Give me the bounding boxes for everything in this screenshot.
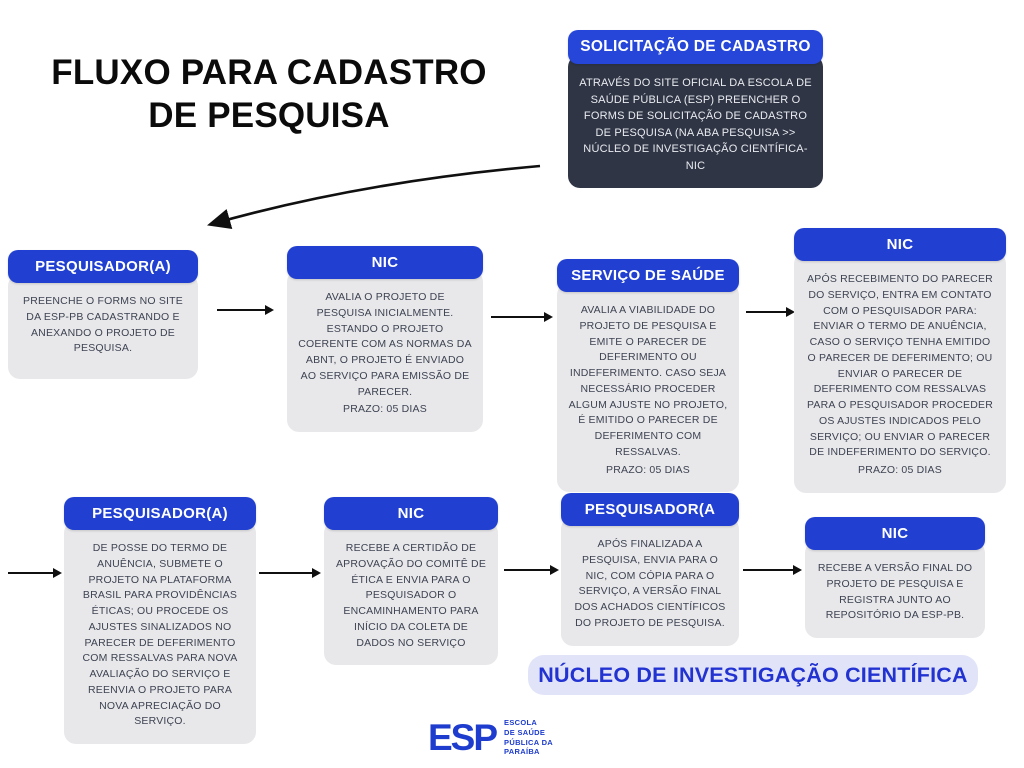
arrow-r2-3: [743, 569, 795, 571]
card-body: [794, 252, 1006, 493]
card-header: SERVIÇO DE SAÚDE: [557, 259, 739, 292]
card-header: SOLICITAÇÃO DE CADASTRO: [568, 30, 823, 64]
card-body: RECEBE A CERTIDÃO DE APROVAÇÃO DO COMITÊ DE ÉTICA E ENVIA PARA O PESQUISADOR O ENCAMINHAMENTO PARA INÍCIO DA COLETA DE DADOS NO SERVIÇO: [324, 521, 498, 665]
card-pesquisador-1: [8, 250, 198, 379]
card-header: NIC: [794, 228, 1006, 261]
card-header: NIC: [324, 497, 498, 530]
card-header: PESQUISADOR(A: [561, 493, 739, 526]
card-prazo: PRAZO: 05 DIAS: [858, 464, 942, 476]
esp-logo: [428, 718, 553, 757]
card-body: [287, 270, 483, 432]
card-text: AVALIA O PROJETO DE PESQUISA INICIALMENTE. ESTANDO O PROJETO COERENTE COM AS NORMAS DA ABNT, O PROJETO É ENVIADO AO SERVIÇO PARA EMISSÃO DE PARECER.: [298, 291, 472, 398]
card-prazo: PRAZO: 05 DIAS: [606, 463, 690, 476]
card-pesquisador-3: [561, 493, 739, 646]
card-solicitacao-cadastro: [568, 30, 823, 188]
card-text: AVALIA A VIABILIDADE DO PROJETO DE PESQUISA E EMITE O PARECER DE DEFERIMENTO OU INDEFERIMENTO. CASO SEJA NECESSÁRIO PROCEDER ALGUM AJUSTE NO PROJETO, É EMITIDO O PARECER DE DEFERIMENTO COM RESSALVAS.: [568, 304, 728, 458]
card-body: [557, 283, 739, 492]
card-nic-1: [287, 246, 483, 432]
logo-org-line: PÚBLICA DA: [504, 737, 554, 747]
card-header: NIC: [287, 246, 483, 279]
card-servico-saude: [557, 259, 739, 492]
arrow-r1-2: [491, 316, 546, 318]
arrow-r1-1: [217, 309, 267, 311]
logo-org-line: DE SAÚDE: [504, 727, 546, 737]
card-body: DE POSSE DO TERMO DE ANUÊNCIA, SUBMETE O PROJETO NA PLATAFORMA BRASIL PARA PROVIDÊNCIAS ÉTICAS; OU PROCEDE OS AJUSTES SINALIZADOS NO PARECER DE DEFERIMENTO COM RESSALVAS PARA NOVA AVALIAÇÃO DO SERVIÇO E REENVIA O PROJETO PARA NOVA APRECIAÇÃO DO SERVIÇO.: [64, 521, 256, 744]
card-text: APÓS RECEBIMENTO DO PARECER DO SERVIÇO, ENTRA EM CONTATO COM O PESQUISADOR PARA: ENVIAR O TERMO DE ANUÊNCIA, CASO O SERVIÇO TENHA EMITIDO O PARECER DE DEFERIMENTO; OU ENVIAR O PARECER DE DEFERIMENTO COM RESSALVAS PARA O PESQUISADOR PROCEDER OS AJUSTES INDICADOS PELO SERVIÇO; OU ENVIAR O PARECER DE INDEFERIMENTO DO SERVIÇO.: [806, 273, 994, 459]
logo-org-line: ESCOLA: [504, 718, 538, 727]
arrow-r2-1: [259, 572, 314, 574]
curved-arrow: [190, 140, 560, 240]
arrow-r2-entry: [8, 572, 55, 574]
card-nic-4: [805, 517, 985, 638]
card-body: RECEBE A VERSÃO FINAL DO PROJETO DE PESQUISA E REGISTRA JUNTO AO REPOSITÓRIO DA ESP-PB.: [805, 541, 985, 638]
nucleo-banner: NÚCLEO DE INVESTIGAÇÃO CIENTÍFICA: [528, 655, 978, 695]
esp-logo-org-name: [504, 718, 553, 757]
card-header: PESQUISADOR(A): [64, 497, 256, 530]
card-header: NIC: [805, 517, 985, 550]
card-header: PESQUISADOR(A): [8, 250, 198, 283]
page-title: FLUXO PARA CADASTRO DE PESQUISA: [51, 53, 487, 135]
arrow-r2-2: [504, 569, 552, 571]
logo-org-line: PARAÍBA: [504, 747, 540, 757]
card-body: PREENCHE O FORMS NO SITE DA ESP-PB CADASTRANDO E ANEXANDO O PROJETO DE PESQUISA.: [8, 274, 198, 379]
card-body: APÓS FINALIZADA A PESQUISA, ENVIA PARA O NIC, COM CÓPIA PARA O SERVIÇO, A VERSÃO FINAL DOS ACHADOS CIENTÍFICOS DO PROJETO DE PESQUISA.: [561, 517, 739, 646]
card-nic-2: [794, 228, 1006, 493]
esp-logo-acronym: ESP: [428, 717, 497, 758]
card-nic-3: [324, 497, 498, 665]
card-prazo: PRAZO: 05 DIAS: [343, 403, 427, 416]
card-body: ATRAVÉS DO SITE OFICIAL DA ESCOLA DE SAÚDE PÚBLICA (ESP) PREENCHER O FORMS DE SOLICITAÇÃO DE CADASTRO DE PESQUISA (NA ABA PESQUISA >> NÚCLEO DE INVESTIGAÇÃO CIENTÍFICA- NIC: [568, 55, 823, 188]
arrow-r1-3: [746, 311, 788, 313]
card-pesquisador-2: [64, 497, 256, 744]
